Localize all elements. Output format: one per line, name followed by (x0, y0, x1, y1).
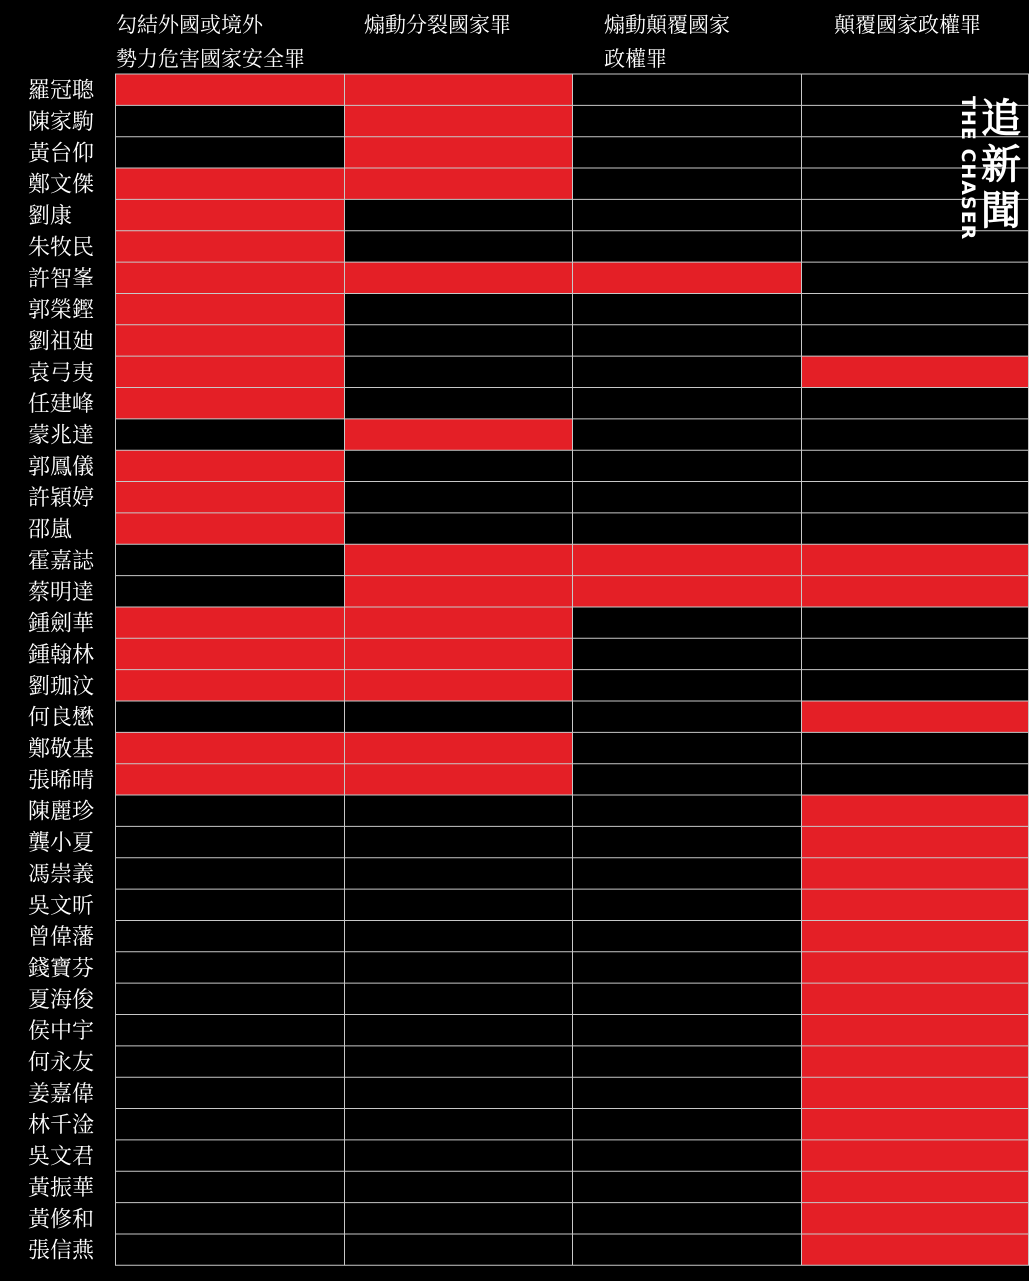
cell-16-3 (801, 576, 1029, 607)
row-label-35: 黃振華 (28, 1175, 95, 1201)
row-label-4: 劉康 (28, 204, 73, 230)
cell-35-2 (572, 1171, 801, 1202)
cell-21-3 (801, 732, 1029, 763)
column-header-0-line-2: 勢力危害國家安全罪 (116, 47, 305, 71)
cell-6-3 (801, 262, 1029, 293)
cell-29-3 (801, 983, 1029, 1014)
cell-35-0 (115, 1171, 344, 1202)
cell-21-2 (572, 732, 801, 763)
column-header-3-line-2: 顛覆國家政權罪 (834, 13, 981, 37)
row-label-18: 鍾翰林 (28, 642, 95, 668)
cell-30-2 (572, 1015, 801, 1046)
cell-33-0 (115, 1109, 344, 1140)
cell-9-0 (115, 356, 344, 387)
row-label-13: 許穎婷 (28, 486, 95, 512)
cell-29-0 (115, 983, 344, 1014)
cell-20-1 (344, 701, 572, 732)
cell-27-1 (344, 920, 572, 951)
cell-36-1 (344, 1203, 572, 1234)
cell-16-1 (344, 576, 572, 607)
cell-22-2 (572, 764, 801, 795)
row-label-29: 夏海俊 (28, 987, 95, 1013)
cell-34-3 (801, 1140, 1029, 1171)
row-label-11: 蒙兆達 (28, 423, 95, 449)
cell-28-1 (344, 952, 572, 983)
cell-34-1 (344, 1140, 572, 1171)
row-label-3: 鄭文傑 (28, 172, 95, 198)
row-label-23: 陳麗珍 (28, 799, 95, 825)
cell-23-2 (572, 795, 801, 826)
cell-15-1 (344, 544, 572, 575)
cell-22-0 (115, 764, 344, 795)
row-label-19: 劉珈汶 (28, 674, 95, 700)
cell-7-0 (115, 293, 344, 324)
row-label-34: 吳文君 (28, 1144, 95, 1170)
cell-12-0 (115, 450, 344, 481)
cell-3-1 (344, 168, 572, 199)
cell-14-2 (572, 513, 801, 544)
cell-9-2 (572, 356, 801, 387)
row-label-6: 許智峯 (28, 266, 95, 292)
cell-6-2 (572, 262, 801, 293)
cell-10-2 (572, 388, 801, 419)
cell-32-3 (801, 1077, 1029, 1108)
row-label-14: 邵嵐 (28, 517, 73, 543)
cell-27-3 (801, 920, 1029, 951)
cell-17-0 (115, 607, 344, 638)
column-header-1-line-2: 煽動分裂國家罪 (364, 13, 511, 37)
cell-37-0 (115, 1234, 344, 1265)
cell-31-0 (115, 1046, 344, 1077)
row-label-7: 郭榮鏗 (28, 298, 95, 324)
cell-17-1 (344, 607, 572, 638)
cell-7-2 (572, 293, 801, 324)
cell-18-2 (572, 638, 801, 669)
cell-25-0 (115, 858, 344, 889)
cell-5-0 (115, 231, 344, 262)
row-label-28: 錢寶芬 (28, 956, 95, 982)
cell-24-1 (344, 826, 572, 857)
cell-11-1 (344, 419, 572, 450)
cell-5-2 (572, 231, 801, 262)
cell-26-0 (115, 889, 344, 920)
cell-19-3 (801, 670, 1029, 701)
cell-9-3 (801, 356, 1029, 387)
cell-34-2 (572, 1140, 801, 1171)
cell-35-1 (344, 1171, 572, 1202)
cell-12-2 (572, 450, 801, 481)
row-label-1: 陳家駒 (28, 110, 95, 136)
cell-2-2 (572, 137, 801, 168)
cell-12-3 (801, 450, 1029, 481)
column-header-0 (116, 8, 305, 76)
row-label-17: 鍾劍華 (28, 611, 95, 637)
cell-37-1 (344, 1234, 572, 1265)
cell-20-3 (801, 701, 1029, 732)
cell-12-1 (344, 450, 572, 481)
cell-30-0 (115, 1015, 344, 1046)
cell-14-3 (801, 513, 1029, 544)
cell-28-0 (115, 952, 344, 983)
cell-22-3 (801, 764, 1029, 795)
row-label-30: 侯中宇 (28, 1019, 95, 1045)
cell-37-2 (572, 1234, 801, 1265)
cell-21-0 (115, 732, 344, 763)
row-label-33: 林千淦 (28, 1113, 95, 1139)
the-chaser-logo (955, 96, 1025, 244)
column-header-2 (604, 8, 730, 76)
row-label-32: 姜嘉偉 (28, 1081, 95, 1107)
cell-7-1 (344, 293, 572, 324)
cell-36-3 (801, 1203, 1029, 1234)
row-label-26: 吳文昕 (28, 893, 95, 919)
row-label-31: 何永友 (28, 1050, 95, 1076)
column-header-1 (364, 8, 511, 42)
cell-22-1 (344, 764, 572, 795)
cell-32-1 (344, 1077, 572, 1108)
cell-23-3 (801, 795, 1029, 826)
cell-0-2 (572, 74, 801, 105)
row-label-24: 龔小夏 (28, 831, 95, 857)
cell-4-1 (344, 199, 572, 230)
row-label-15: 霍嘉誌 (28, 548, 95, 574)
cell-19-0 (115, 670, 344, 701)
row-label-27: 曾偉藩 (28, 925, 95, 951)
cell-18-3 (801, 638, 1029, 669)
cell-1-2 (572, 105, 801, 136)
cell-14-1 (344, 513, 572, 544)
cell-34-0 (115, 1140, 344, 1171)
row-label-5: 朱牧民 (28, 235, 95, 261)
cell-17-3 (801, 607, 1029, 638)
cell-11-0 (115, 419, 344, 450)
row-label-25: 馮崇義 (28, 862, 95, 888)
cell-3-2 (572, 168, 801, 199)
cell-16-0 (115, 576, 344, 607)
cell-31-3 (801, 1046, 1029, 1077)
cell-14-0 (115, 513, 344, 544)
cell-36-0 (115, 1203, 344, 1234)
cell-20-2 (572, 701, 801, 732)
cell-6-0 (115, 262, 344, 293)
row-label-12: 郭鳳儀 (28, 454, 95, 480)
cell-18-1 (344, 638, 572, 669)
cell-35-3 (801, 1171, 1029, 1202)
cell-2-1 (344, 137, 572, 168)
cell-1-1 (344, 105, 572, 136)
cell-20-0 (115, 701, 344, 732)
cell-10-0 (115, 388, 344, 419)
cell-4-0 (115, 199, 344, 230)
cell-27-2 (572, 920, 801, 951)
cell-17-2 (572, 607, 801, 638)
cell-37-3 (801, 1234, 1029, 1265)
row-label-37: 張信燕 (28, 1238, 95, 1264)
cell-5-1 (344, 231, 572, 262)
cell-0-1 (344, 74, 572, 105)
cell-19-2 (572, 670, 801, 701)
cell-33-3 (801, 1109, 1029, 1140)
cell-26-2 (572, 889, 801, 920)
cell-16-2 (572, 576, 801, 607)
row-label-8: 劉祖廸 (28, 329, 95, 355)
cell-1-0 (115, 105, 344, 136)
cell-13-1 (344, 482, 572, 513)
cell-28-2 (572, 952, 801, 983)
cell-25-2 (572, 858, 801, 889)
column-header-3 (834, 8, 981, 42)
cell-28-3 (801, 952, 1029, 983)
cell-7-3 (801, 293, 1029, 324)
cell-4-2 (572, 199, 801, 230)
cell-30-1 (344, 1015, 572, 1046)
cell-36-2 (572, 1203, 801, 1234)
cell-11-2 (572, 419, 801, 450)
column-header-0-line-1: 勾結外國或境外 (116, 13, 263, 37)
cell-8-1 (344, 325, 572, 356)
cell-32-2 (572, 1077, 801, 1108)
cell-23-0 (115, 795, 344, 826)
cell-10-3 (801, 388, 1029, 419)
row-label-16: 蔡明達 (28, 580, 95, 606)
cell-11-3 (801, 419, 1029, 450)
cell-8-0 (115, 325, 344, 356)
row-label-36: 黃修和 (28, 1207, 95, 1233)
cell-25-3 (801, 858, 1029, 889)
cell-13-3 (801, 482, 1029, 513)
row-label-9: 袁弓夷 (28, 360, 95, 386)
row-label-20: 何良懋 (28, 705, 95, 731)
cell-9-1 (344, 356, 572, 387)
cell-24-2 (572, 826, 801, 857)
cell-15-2 (572, 544, 801, 575)
row-label-21: 鄭敬基 (28, 737, 95, 763)
row-label-2: 黃台仰 (28, 141, 95, 167)
cell-26-3 (801, 889, 1029, 920)
logo-chinese-text: 追 新 聞 (981, 96, 1021, 234)
cell-6-1 (344, 262, 572, 293)
cell-21-1 (344, 732, 572, 763)
cell-23-1 (344, 795, 572, 826)
row-label-0: 羅冠聰 (28, 78, 95, 104)
cell-0-0 (115, 74, 344, 105)
cell-19-1 (344, 670, 572, 701)
cell-18-0 (115, 638, 344, 669)
cell-31-2 (572, 1046, 801, 1077)
column-header-2-line-2: 政權罪 (604, 47, 667, 71)
cell-15-0 (115, 544, 344, 575)
cell-31-1 (344, 1046, 572, 1077)
row-label-22: 張晞晴 (28, 768, 95, 794)
cell-10-1 (344, 388, 572, 419)
cell-26-1 (344, 889, 572, 920)
cell-33-2 (572, 1109, 801, 1140)
cell-15-3 (801, 544, 1029, 575)
cell-29-2 (572, 983, 801, 1014)
cell-25-1 (344, 858, 572, 889)
cell-3-0 (115, 168, 344, 199)
cell-24-0 (115, 826, 344, 857)
cell-13-0 (115, 482, 344, 513)
cell-32-0 (115, 1077, 344, 1108)
cell-30-3 (801, 1015, 1029, 1046)
cell-33-1 (344, 1109, 572, 1140)
cell-13-2 (572, 482, 801, 513)
cell-29-1 (344, 983, 572, 1014)
column-header-2-line-1: 煽動顛覆國家 (604, 13, 730, 37)
cell-27-0 (115, 920, 344, 951)
cell-8-3 (801, 325, 1029, 356)
cell-2-0 (115, 137, 344, 168)
logo-english-text: THE CHASER (957, 96, 979, 241)
cell-24-3 (801, 826, 1029, 857)
cell-8-2 (572, 325, 801, 356)
row-label-10: 任建峰 (28, 392, 95, 418)
